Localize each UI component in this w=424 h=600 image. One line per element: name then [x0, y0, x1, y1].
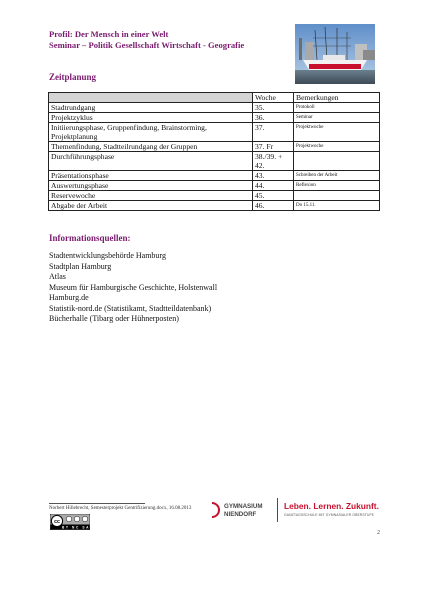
phase-cell: Reservewoche: [49, 191, 253, 201]
bemerkung-cell: Seminar: [294, 113, 380, 123]
list-item: Stadtplan Hamburg: [49, 261, 112, 271]
table-row: [49, 152, 380, 171]
list-item: Bücherhalle (Tibarg oder Hühnerposten): [49, 314, 179, 323]
bemerkung-cell: [294, 152, 380, 171]
column-header-woche: Woche: [253, 93, 294, 103]
column-header-bemerkungen: Bemerkungen: [294, 93, 380, 103]
footer-divider: [49, 503, 145, 504]
table-header-row: [49, 93, 380, 103]
woche-cell: 44.: [253, 181, 294, 191]
bemerkung-cell: Reflexion: [294, 181, 380, 191]
woche-cell: 35.: [253, 103, 294, 113]
table-row: [49, 113, 380, 123]
phase-cell: Auswertungsphase: [49, 181, 253, 191]
table-row: [49, 191, 380, 201]
woche-cell: 45.: [253, 191, 294, 201]
harbor-photo: [295, 24, 375, 84]
column-header-phase: [49, 93, 253, 103]
sources-list: [49, 251, 217, 325]
school-slogan: Leben. Lernen. Zukunft.: [284, 501, 379, 511]
school-name: [224, 503, 263, 518]
list-item: Atlas: [49, 272, 66, 281]
phase-cell: Initiierungsphase, Gruppenfindung, Brainstorming, Projektplanung: [49, 123, 253, 142]
phase-cell: Themenfindung, Stadtteilrundgang der Gruppen: [49, 142, 253, 152]
bemerkung-cell: Projektwoche: [294, 123, 380, 142]
table-row: [49, 171, 380, 181]
woche-cell: 37.: [253, 123, 294, 142]
bemerkung-cell: Do 15.11.: [294, 201, 380, 211]
school-slogan-subtitle: GANZTAGSSCHULE MIT GYMNASIALER OBERSTUFE: [284, 513, 374, 517]
table-row: [49, 123, 380, 142]
phase-cell: Durchführungsphase: [49, 152, 253, 171]
bemerkung-cell: Protokoll: [294, 103, 380, 113]
woche-cell: 38./39. + 42.: [253, 152, 294, 171]
phase-cell: Präsentationsphase: [49, 171, 253, 181]
phase-cell: Stadtrundgang: [49, 103, 253, 113]
table-row: [49, 201, 380, 211]
list-item: Statistik-nord.de (Statistikamt, Stadtteildatenbank): [49, 303, 212, 313]
table-row: [49, 142, 380, 152]
list-item: Museum für Hamburgische Geschichte, Holstenwall: [49, 282, 218, 292]
cc-badge-label: BY NC SA: [62, 525, 90, 530]
woche-cell: 43.: [253, 171, 294, 181]
header-line-1: Profil: Der Mensch in einer Welt: [49, 29, 169, 39]
zeitplanung-title: Zeitplanung: [49, 72, 97, 82]
woche-cell: 36.: [253, 113, 294, 123]
bemerkung-cell: Schreiben der Arbeit: [294, 171, 380, 181]
informationsquellen-title: Informationsquellen:: [49, 233, 131, 243]
school-name-line-2: NIENDORF: [224, 510, 257, 518]
school-name-line-1: GYMNASIUM: [224, 503, 263, 510]
table-row: [49, 103, 380, 113]
woche-cell: 37. Fr: [253, 142, 294, 152]
zeitplanung-table: [48, 92, 380, 211]
phase-cell: Projektzyklus: [49, 113, 253, 123]
bemerkung-cell: [294, 191, 380, 201]
bemerkung-cell: Projektwoche: [294, 142, 380, 152]
list-item: Stadtentwicklungsbehörde Hamburg: [49, 251, 166, 260]
header-line-2: Seminar – Politik Gesellschaft Wirtschaft - Geografie: [49, 40, 245, 50]
school-logo-icon: [196, 497, 222, 523]
creative-commons-badge-icon: [50, 514, 90, 530]
woche-cell: 46.: [253, 201, 294, 211]
list-item: Hamburg.de: [49, 293, 89, 302]
logo-divider: [277, 498, 278, 522]
svg-text:cc: cc: [54, 519, 60, 525]
footer-author: Norbert Hillebrecht, Semesterprojekt Gentrifizierung.docx, 16.08.2013: [49, 506, 192, 511]
page-number: 2: [377, 530, 380, 536]
phase-cell: Abgabe der Arbeit: [49, 201, 253, 211]
table-row: [49, 181, 380, 191]
